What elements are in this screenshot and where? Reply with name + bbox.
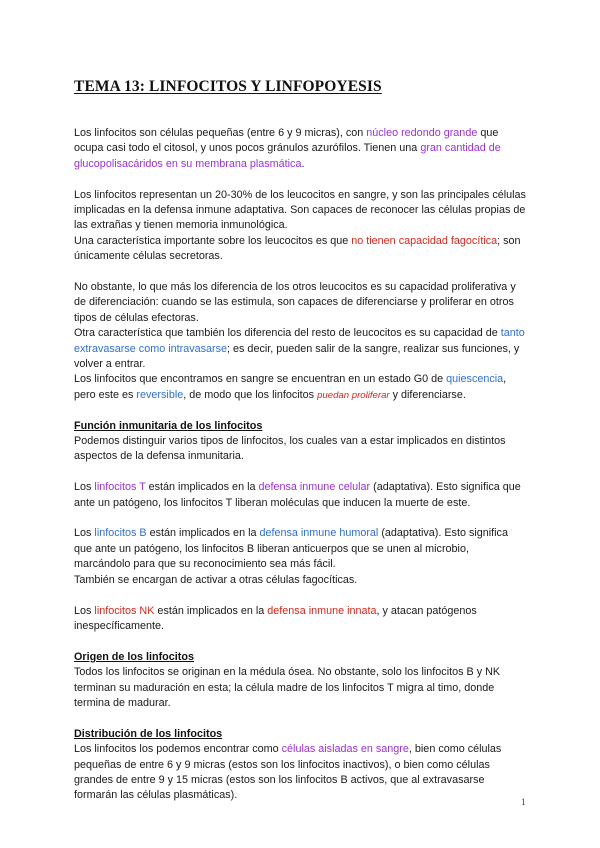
paragraph-b-cells <box>74 526 526 588</box>
text: ; es decir, pueden salir de la sangre, realizar sus funciones, y volver a entrar. <box>74 342 520 371</box>
text: , y atacan patógenos inespecíficamente. <box>74 604 477 632</box>
text: , pero este es <box>74 373 507 401</box>
text: están implicados en la <box>146 527 260 540</box>
highlight-reversible: reversible <box>136 388 184 401</box>
text: Los linfocitos los podemos encontrar como <box>74 743 282 756</box>
paragraph-intro <box>74 126 526 172</box>
text: y diferenciarse. <box>389 388 466 401</box>
paragraph-t-cells <box>74 480 526 511</box>
text: (adaptativa). Esto significa que ante un patógeno, los linfocitos T liberan moléculas que inducen la muerte de este. <box>74 481 521 509</box>
text: Los linfocitos son células pequeñas (entre 6 y 9 micras), con <box>74 127 367 139</box>
highlight-b-cells: linfocitos B <box>94 527 147 540</box>
paragraph-proliferation <box>74 280 526 403</box>
section-heading-distribution: Distribución de los linfocitos <box>74 727 223 740</box>
text: Los <box>74 527 95 540</box>
section-heading-origin: Origen de los linfocitos <box>74 650 194 663</box>
highlight-quiescence: quiescencia <box>446 373 504 386</box>
highlight-humoral-defense: defensa inmune humoral <box>259 527 379 540</box>
highlight-glycopolysaccharides: gran cantidad de glucopolisacáridos en su membrana plasmática <box>74 142 501 170</box>
text: , bien como células pequeñas de entre 6 y 9 micras (estos son los linfocitos inactivos), o bien como células grandes de entre 9 y 15 micras (estos son los linfocitos B activos, que al extravasarse formarán las células plasmáticas). <box>74 743 502 802</box>
paragraph-immune-intro: Podemos distinguir varios tipos de linfocitos, los cuales van a estar implicados en distintos aspectos de la defensa inmunitaria. <box>74 435 506 463</box>
highlight-extravasate: tanto extravasarse como intravasarse <box>74 327 525 355</box>
paragraph-distribution <box>74 742 526 804</box>
document-body <box>74 126 526 804</box>
text: que ocupa casi todo el citosol, y unos pocos gránulos azurófilos. Tienen una <box>74 127 499 155</box>
paragraph-nk-cells <box>74 604 526 635</box>
highlight-can-proliferate: puedan proliferar <box>317 389 390 401</box>
paragraph-percentage <box>74 188 526 265</box>
text: están implicados en la <box>154 604 268 617</box>
highlight-t-cells: linfocitos T <box>94 481 146 494</box>
text: . <box>301 157 305 170</box>
section-heading-immune-function: Función inmunitaria de los linfocitos <box>74 419 263 432</box>
text: Los <box>74 481 95 494</box>
text: Una característica importante sobre los leucocitos es que <box>74 234 352 247</box>
highlight-nucleus: núcleo redondo grande <box>366 127 478 139</box>
text: ; son únicamente células secretoras. <box>74 234 521 263</box>
text: Otra característica que también los diferencia del resto de leucocitos es su capacidad de <box>74 327 501 340</box>
highlight-nk-cells: linfocitos NK <box>94 604 155 617</box>
text: están implicados en la <box>145 481 259 494</box>
text: , de modo que los linfocitos <box>183 388 318 401</box>
page-number: 1 <box>521 797 526 807</box>
highlight-innate-defense: defensa inmune innata <box>267 604 377 617</box>
highlight-isolated-cells: células aisladas en sangre <box>281 743 409 756</box>
text: Los linfocitos representan un 20-30% de los leucocitos en sangre, y son las principales células implicadas en la defensa inmune adaptativa. Son capaces de reconocer las células propias de las extrañas y tienen memoria inmunológica. <box>74 188 526 232</box>
text: No obstante, lo que más los diferencia de los otros leucocitos es su capacidad proliferativa y de diferenciación: cuando se las estimula, son capaces de diferenciarse y proliferar en otros tipos de células efectoras. <box>74 281 516 324</box>
text: También se encargan de activar a otras células fagocíticas. <box>74 573 358 586</box>
highlight-cellular-defense: defensa inmune celular <box>258 481 371 494</box>
text: Los linfocitos que encontramos en sangre se encuentran en un estado G0 de <box>74 373 447 386</box>
paragraph-origin: Todos los linfocitos se originan en la médula ósea. No obstante, solo los linfocitos B y NK terminan su maduración en esta; la célula madre de los linfocitos T migra al timo, donde termina de madurar. <box>74 666 501 709</box>
text: (adaptativa). Esto significa que ante un patógeno, los linfocitos B liberan anticuerpos que se unen al microbio, marcándolo para que su reconocimiento sea más fácil. <box>74 527 508 571</box>
page-title: TEMA 13: LINFOCITOS Y LINFOPOYESIS <box>74 78 382 95</box>
text: Los <box>74 604 95 617</box>
highlight-no-phagocytic: no tienen capacidad fagocítica <box>351 234 498 247</box>
